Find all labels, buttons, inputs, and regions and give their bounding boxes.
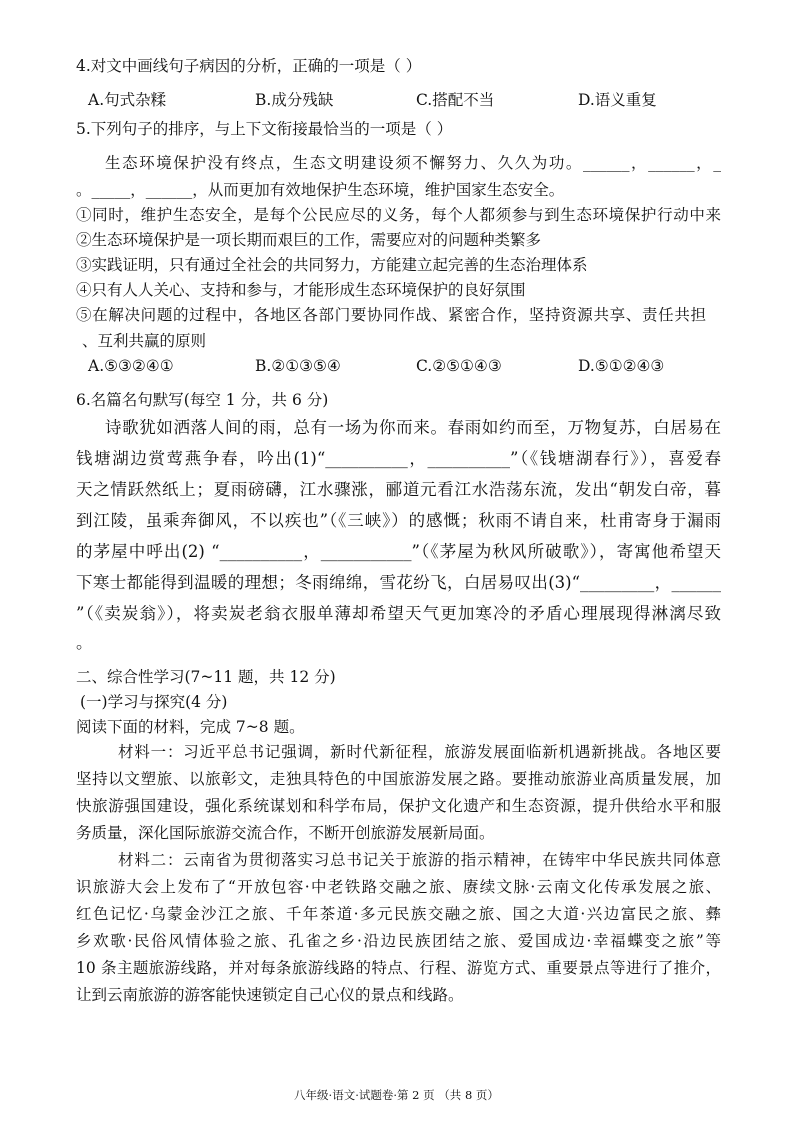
q6-line: 。 — [76, 633, 93, 652]
q4-option-b: B.成分残缺 — [255, 91, 334, 109]
q6-stem: 6.名篇名句默写(每空 1 分，共 6 分) — [76, 391, 329, 409]
q4-stem: 4.对文中画线句子病因的分析，正确的一项是（ ） — [76, 57, 422, 75]
q5-passage-line: 生态环境保护没有终点，生态文明建设须不懈努力、久久为功。______，______，_ — [105, 154, 721, 172]
material-1-line: 材料一：习近平总书记强调，新时代新征程，旅游发展面临新机遇新挑战。各地区要 — [118, 743, 721, 761]
q5-stem: 5.下列句子的排序，与上下文衔接最恰当的一项是（ ） — [76, 120, 453, 138]
material-2-line: 红色记忆·乌蒙金沙江之旅、千年茶道·多元民族交融之旅、国之大道·兴边富民之旅、彝 — [76, 905, 721, 923]
q5-item: ⑤在解决问题的过程中，各地区各部门要协同作战、紧密合作，坚持资源共享、责任共担 — [76, 306, 706, 324]
q6-line: 的茅屋中呼出(2) “__________，___________”（《茅屋为秋风所破歌》），寄寓他希望天 — [76, 542, 721, 561]
q5-option-c: C.②⑤①④③ — [416, 357, 502, 375]
q4-option-d: D.语义重复 — [578, 91, 657, 109]
page-footer: 八年级·语文·试题卷·第 2 页 （共 8 页） — [294, 1088, 499, 1102]
material-2-line: 让到云南旅游的游客能快速锁定自己心仪的景点和线路。 — [76, 986, 464, 1004]
material-2-line: 10 条主题旅游线路，并对每条旅游线路的特点、行程、游览方式、重要景点等进行了推介， — [76, 959, 721, 977]
section2-heading: 二、综合性学习(7~11 题，共 12 分) — [76, 668, 336, 686]
q6-line: 天之情跃然纸上；夏雨磅礴，江水骤涨，郦道元看江水浩荡东流，发出“朝发白帝，暮 — [76, 480, 721, 499]
q6-line: ”（《卖炭翁》），将卖炭老翁衣服单薄却希望天气更加寒冷的矛盾心理展现得淋漓尽致 — [76, 604, 721, 623]
q4-option-a: A.句式杂糅 — [88, 91, 167, 109]
q6-line: 下寒士都能得到温暖的理想；冬雨绵绵，雪花纷飞，白居易叹出(3)“_________，______ — [76, 573, 721, 592]
section2-instruction: 阅读下面的材料，完成 7~8 题。 — [76, 718, 305, 736]
material-1-line: 快旅游强国建设，强化系统谋划和科学布局，保护文化遗产和生态资源，提升供给水平和服 — [76, 797, 721, 815]
material-2-line: 乡欢歌·民俗风情体验之旅、孔雀之乡·沿边民族团结之旅、爱国成边·幸福蝶变之旅”等 — [76, 932, 721, 950]
q6-line: 钱塘湖边赏莺燕争春，吟出(1)“__________，__________”（《钱塘湖春行》），喜爱春 — [76, 449, 721, 468]
q5-item-continued: 、互利共赢的原则 — [82, 332, 207, 350]
material-1-line: 坚持以文塑旅、以旅彰文，走独具特色的中国旅游发展之路。要推动旅游业高质量发展，加 — [76, 770, 721, 788]
q5-option-d: D.⑤①②④③ — [578, 357, 665, 375]
q5-item: ③实践证明，只有通过全社会的共同努力，方能建立起完善的生态治理体系 — [76, 256, 588, 274]
q5-item: ②生态环境保护是一项长期而艰巨的工作，需要应对的问题种类繁多 — [76, 231, 542, 249]
material-1-line: 务质量，深化国际旅游交流合作，不断开创旅游发展新局面。 — [76, 824, 495, 842]
section2-subheading: (一)学习与探究(4 分) — [80, 693, 228, 711]
q4-option-c: C.搭配不当 — [416, 91, 495, 109]
material-2-line: 材料二：云南省为贯彻落实习总书记关于旅游的指示精神，在铸牢中华民族共同体意 — [118, 851, 721, 869]
material-2-line: 识旅游大会上发布了“开放包容·中老铁路交融之旅、赓续文脉·云南文化传承发展之旅、 — [76, 878, 721, 896]
q5-item: ④只有人人关心、支持和参与，才能形成生态环境保护的良好氛围 — [76, 281, 526, 299]
q6-line: 诗歌犹如洒落人间的雨，总有一场为你而来。春雨如约而至，万物复苏，白居易在 — [105, 418, 721, 437]
q5-option-a: A.⑤③②④① — [88, 357, 174, 375]
q5-passage-line: 。_____，______，从而更加有效地保护生态环境，维护国家生态安全。 — [76, 181, 565, 199]
q5-option-b: B.②①③⑤④ — [255, 357, 341, 375]
q6-line: 到江陵，虽乘奔御风，不以疾也”（《三峡》）的感慨；秋雨不请自来，杜甫寄身于漏雨 — [76, 511, 721, 530]
q5-item: ①同时，维护生态安全，是每个公民应尽的义务，每个人都须参与到生态环境保护行动中来 — [76, 206, 721, 224]
